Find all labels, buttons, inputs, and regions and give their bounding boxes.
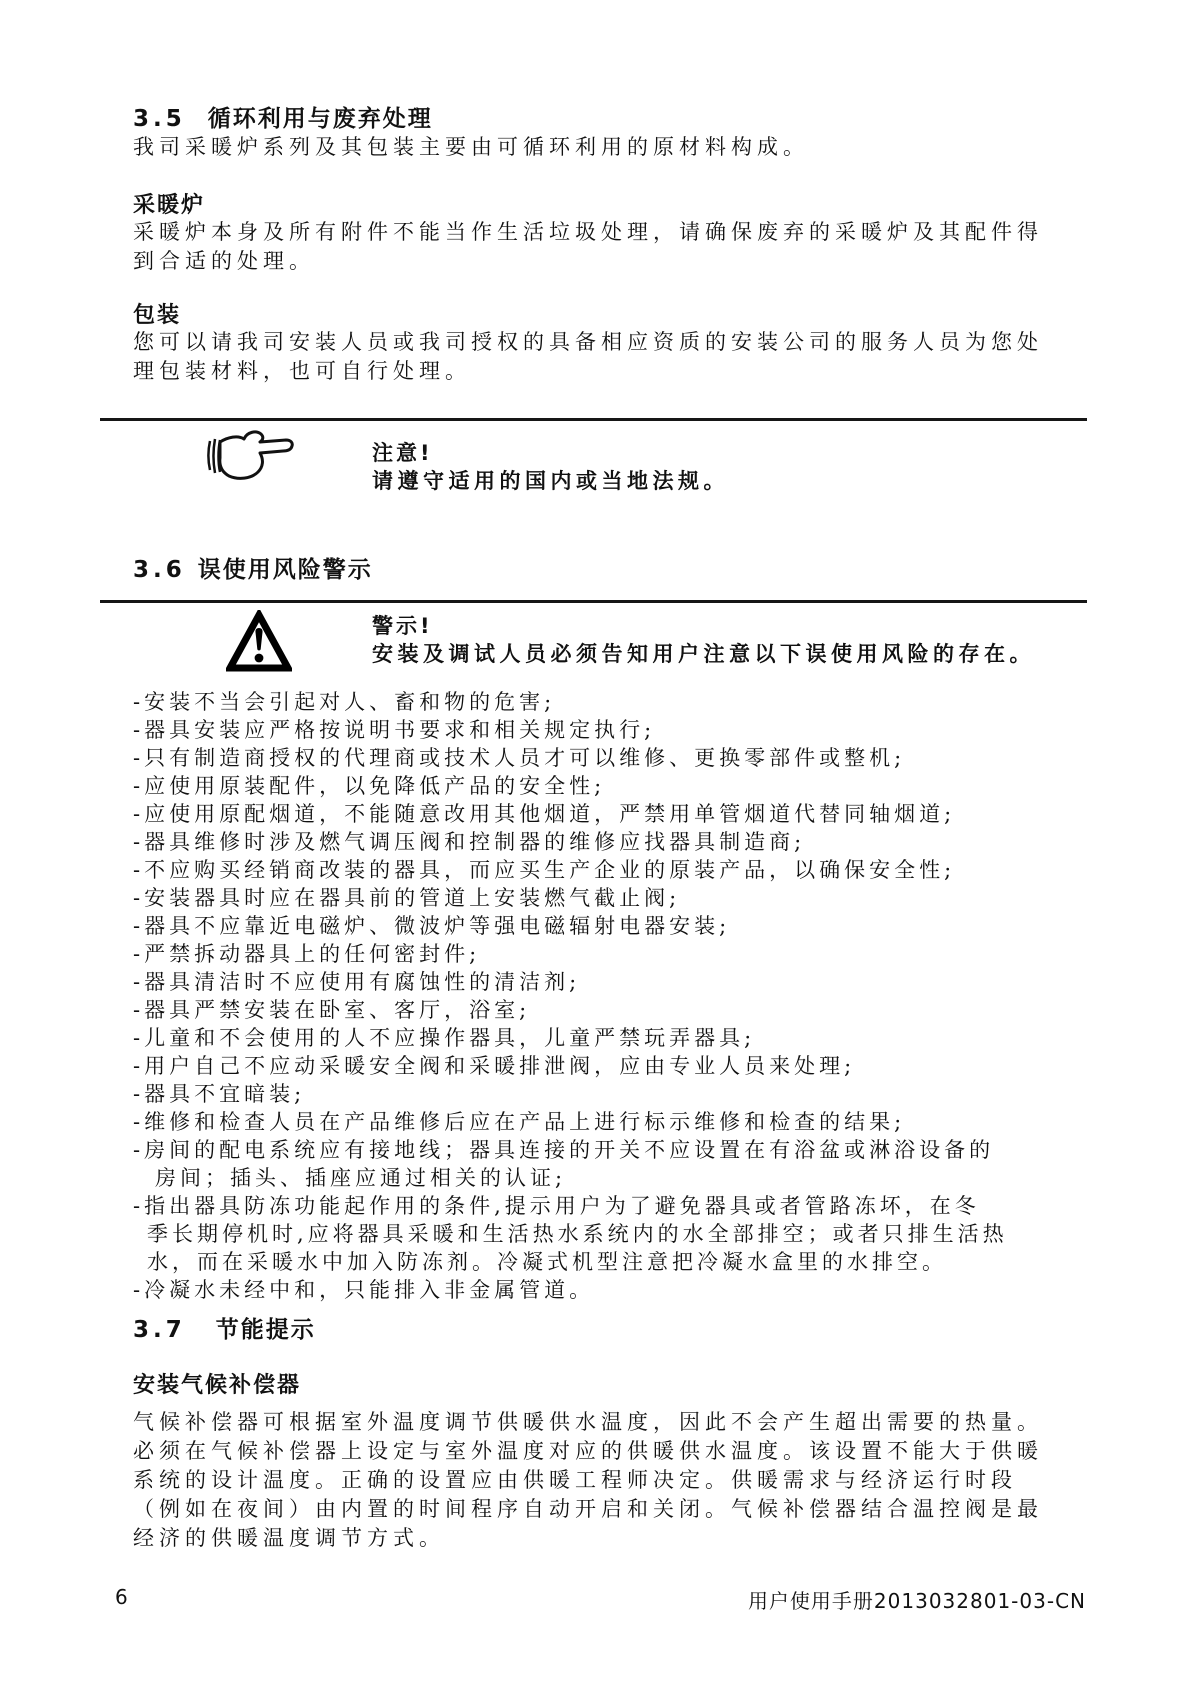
risk-item: -房间的配电系统应有接地线；器具连接的开关不应设置在有浴盆或淋浴设备的 — [133, 1138, 995, 1162]
paragraph-line: （例如在夜间）由内置的时间程序自动开启和关闭。气候补偿器结合温控阀是最 — [133, 1497, 1043, 1521]
risk-item: -器具安装应严格按说明书要求和相关规定执行; — [133, 718, 656, 742]
risk-item-continuation: 房间；插头、插座应通过相关的认证; — [155, 1166, 567, 1190]
section-3-7-heading — [133, 1311, 316, 1344]
risk-item: -只有制造商授权的代理商或技术人员才可以维修、更换零部件或整机; — [133, 746, 906, 770]
risk-item: -安装不当会引起对人、畜和物的危害; — [133, 690, 556, 714]
risk-item: -不应购买经销商改装的器具，而应买生产企业的原装产品，以确保安全性; — [133, 858, 956, 882]
note-title: 注意! — [372, 441, 433, 465]
paragraph-line: 理包装材料，也可自行处理。 — [133, 359, 471, 383]
warning-triangle-icon — [226, 610, 292, 672]
document-code: 用户使用手册2013032801-03-CN — [747, 1589, 1086, 1613]
boiler-subheading: 采暖炉 — [133, 193, 206, 218]
section-title: 循环利用与废弃处理 — [207, 106, 433, 132]
paragraph-line: 您可以请我司安装人员或我司授权的具备相应资质的安装公司的服务人员为您处 — [133, 330, 1043, 354]
risk-item: -器具维修时涉及燃气调压阀和控制器的维修应找器具制造商; — [133, 830, 806, 854]
paragraph-line: 采暖炉本身及所有附件不能当作生活垃圾处理，请确保废弃的采暖炉及其配件得 — [133, 220, 1043, 244]
section-3-6-heading — [133, 551, 373, 584]
section-number: 3.7 — [133, 1317, 186, 1343]
energy-saving-paragraph — [133, 1408, 1043, 1553]
risk-item: -冷凝水未经中和，只能排入非金属管道。 — [133, 1278, 595, 1302]
note-body: 请遵守适用的国内或当地法规。 — [372, 469, 729, 493]
risk-item: -儿童和不会使用的人不应操作器具，儿童严禁玩弄器具; — [133, 1026, 756, 1050]
risk-list — [133, 688, 1008, 1304]
pointing-hand-icon — [203, 428, 295, 484]
paragraph-line: 气候补偿器可根据室外温度调节供暖供水温度，因此不会产生超出需要的热量。 — [133, 1410, 1043, 1434]
climate-compensator-subheading: 安装气候补偿器 — [133, 1373, 302, 1398]
warning-title: 警示! — [372, 614, 433, 638]
divider-rule — [100, 418, 1087, 421]
packaging-paragraph — [133, 328, 1043, 386]
risk-item: -器具清洁时不应使用有腐蚀性的清洁剂; — [133, 970, 581, 994]
risk-item: -器具不应靠近电磁炉、微波炉等强电磁辐射电器安装; — [133, 914, 731, 938]
divider-rule — [100, 600, 1087, 603]
paragraph-line: 我司采暖炉系列及其包装主要由可循环利用的原材料构成。 — [133, 135, 809, 159]
section-number: 3.6 — [133, 557, 186, 583]
risk-item-continuation: 水，而在采暖水中加入防冻剂。冷凝式机型注意把冷凝水盒里的水排空。 — [147, 1250, 947, 1274]
paragraph-line: 系统的设计温度。正确的设置应由供暖工程师决定。供暖需求与经济运行时段 — [133, 1468, 1017, 1492]
section-number: 3.5 — [133, 106, 186, 132]
boiler-paragraph — [133, 218, 1043, 276]
risk-item: -应使用原配烟道，不能随意改用其他烟道，严禁用单管烟道代替同轴烟道; — [133, 802, 956, 826]
risk-item: -维修和检查人员在产品维修后应在产品上进行标示维修和检查的结果; — [133, 1110, 906, 1134]
risk-item-continuation: 季长期停机时,应将器具采暖和生活热水系统内的水全部排空；或者只排生活热 — [147, 1222, 1008, 1246]
section-title: 节能提示 — [215, 1317, 316, 1343]
section-title: 误使用风险警示 — [197, 557, 373, 583]
risk-item: -严禁拆动器具上的任何密封件; — [133, 942, 481, 966]
risk-item: -用户自己不应动采暖安全阀和采暖排泄阀，应由专业人员来处理; — [133, 1054, 856, 1078]
section-3-5-intro — [133, 133, 809, 162]
warning-body: 安装及调试人员必须告知用户注意以下误使用风险的存在。 — [372, 642, 1035, 666]
page-number: 6 — [115, 1585, 128, 1609]
section-3-5-heading — [133, 100, 433, 133]
packaging-subheading: 包装 — [133, 303, 182, 328]
risk-item: -安装器具时应在器具前的管道上安装燃气截止阀; — [133, 886, 681, 910]
risk-item: -器具不宜暗装; — [133, 1082, 306, 1106]
paragraph-line: 必须在气候补偿器上设定与室外温度对应的供暖供水温度。该设置不能大于供暖 — [133, 1439, 1043, 1463]
paragraph-line: 经济的供暖温度调节方式。 — [133, 1526, 445, 1550]
risk-item: -器具严禁安装在卧室、客厅，浴室; — [133, 998, 531, 1022]
risk-item: -应使用原装配件，以免降低产品的安全性; — [133, 774, 606, 798]
paragraph-line: 到合适的处理。 — [133, 249, 315, 273]
risk-item: -指出器具防冻功能起作用的条件,提示用户为了避免器具或者管路冻坏，在冬 — [133, 1194, 980, 1218]
